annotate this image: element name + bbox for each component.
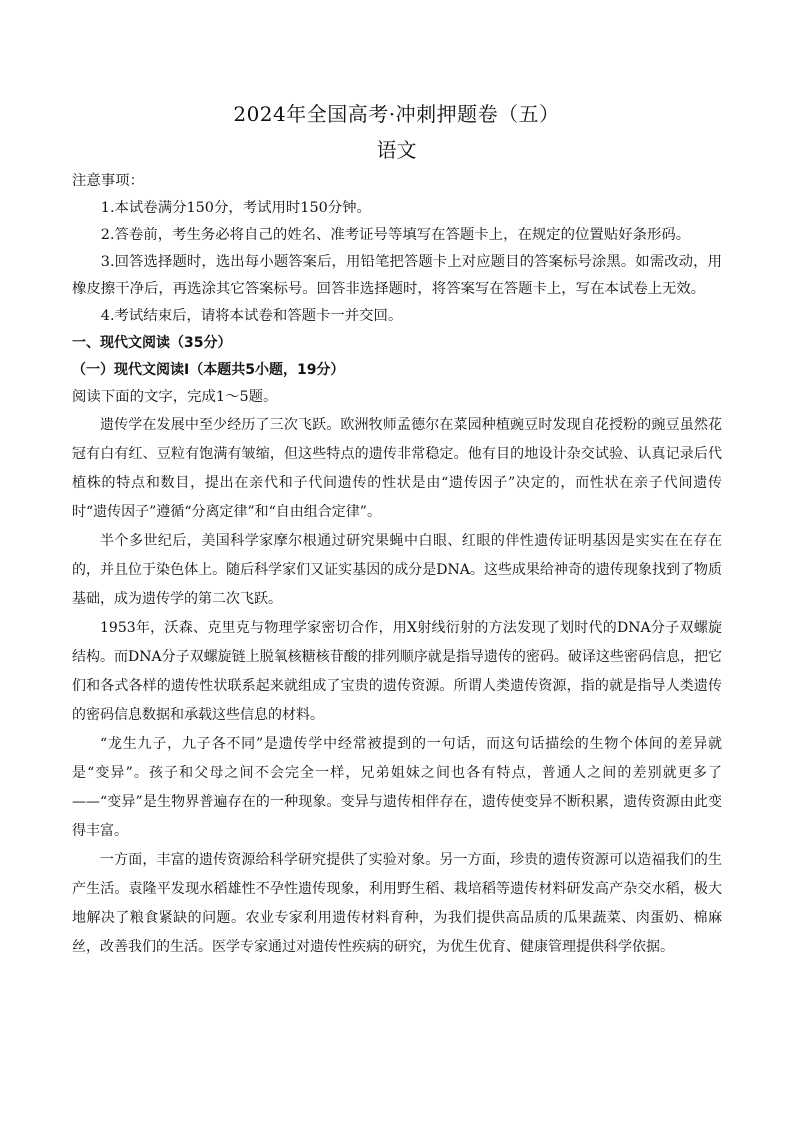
page-body — [72, 168, 722, 962]
exam-title: 2024年全国高考·冲刺押题卷（五） — [233, 102, 560, 126]
notice-item: 3.回答选择题时，选出每小题答案后，用铅笔把答题卡上对应题目的答案标号涂黑。如需改动，用橡皮擦干净后，再选涂其它答案标号。回答非选择题时，将答案写在答题卡上，写在本试卷上无效。 — [72, 254, 722, 297]
passage-paragraph: 一方面，丰富的遗传资源给科学研究提供了实验对象。另一方面，珍贵的遗传资源可以造福我们的生产生活。袁隆平发现水稻雄性不孕性遗传现象，利用野生稻、栽培稻等遗传材料研发高产杂交水稻，极大地解决了粮食紧缺的问题。农业专家利用遗传材料育种，为我们提供高品质的瓜果蔬菜、肉蛋奶、棉麻丝，改善我们的生活。医学专家通过对遗传性疾病的研究，为优生优育、健康管理提供科学依据。 — [72, 852, 722, 955]
passage-paragraph: 半个多世纪后，美国科学家摩尔根通过研究果蝇中白眼、红眼的伴性遗传证明基因是实实在在存在的，并且位于染色体上。随后科学家们又证实基因的成分是DNA。这些成果给神奇的遗传现象找到了物质基础，成为遗传学的第二次飞跃。 — [72, 533, 722, 607]
passage-paragraph: 1953年，沃森、克里克与物理学家密切合作，用X射线衍射的方法发现了划时代的DNA分子双螺旋结构。而DNA分子双螺旋链上脱氧核糖核苷酸的排列顺序就是指导遗传的密码。破译这些密码信息，把它们和各式各样的遗传性状联系起来就组成了宝贵的遗传资源。所谓人类遗传资源，指的就是指导人类遗传的密码信息数据和承载这些信息的材料。 — [72, 620, 722, 723]
reading-passage — [72, 411, 722, 962]
passage-paragraph: 遗传学在发展中至少经历了三次飞跃。欧洲牧师孟德尔在菜园种植豌豆时发现自花授粉的豌豆虽然花冠有白有红、豆粒有饱满有皱缩，但这些特点的遗传非常稳定。他有目的地设计杂交试验、认真记录后代植株的特点和数目，提出在亲代和子代间遗传的性状是由“遗传因子”决定的，而性状在亲子代间遗传时“遗传因子”遵循“分离定律”和“自由组合定律”。 — [72, 417, 722, 520]
notice-item: 1.本试卷满分150分，考试用时150分钟。 — [100, 200, 371, 216]
reading-instruction: 阅读下面的文字，完成1～5题。 — [72, 389, 278, 405]
section-heading: 一、现代文阅读（35分） — [72, 335, 232, 351]
notice-item: 4.考试结束后，请将本试卷和答题卡一并交回。 — [100, 308, 403, 324]
subject-title: 语文 — [376, 138, 417, 162]
section-subheading: （一）现代文阅读Ⅰ（本题共5小题，19分） — [72, 362, 345, 378]
notice-heading: 注意事项： — [72, 173, 144, 189]
notice-item: 2.答卷前，考生务必将自己的姓名、准考证号等填写在答题卡上，在规定的位置贴好条形码。 — [100, 227, 691, 243]
passage-paragraph: “龙生九子，九子各不同”是遗传学中经常被提到的一句话，而这句话描绘的生物个体间的差异就是“变异”。孩子和父母之间不会完全一样，兄弟姐妹之间也各有特点，普通人之间的差别就更多了——“变异”是生物界普遍存在的一种现象。变异与遗传相伴存在，遗传使变异不断积累，遗传资源由此变得丰富。 — [72, 736, 722, 839]
